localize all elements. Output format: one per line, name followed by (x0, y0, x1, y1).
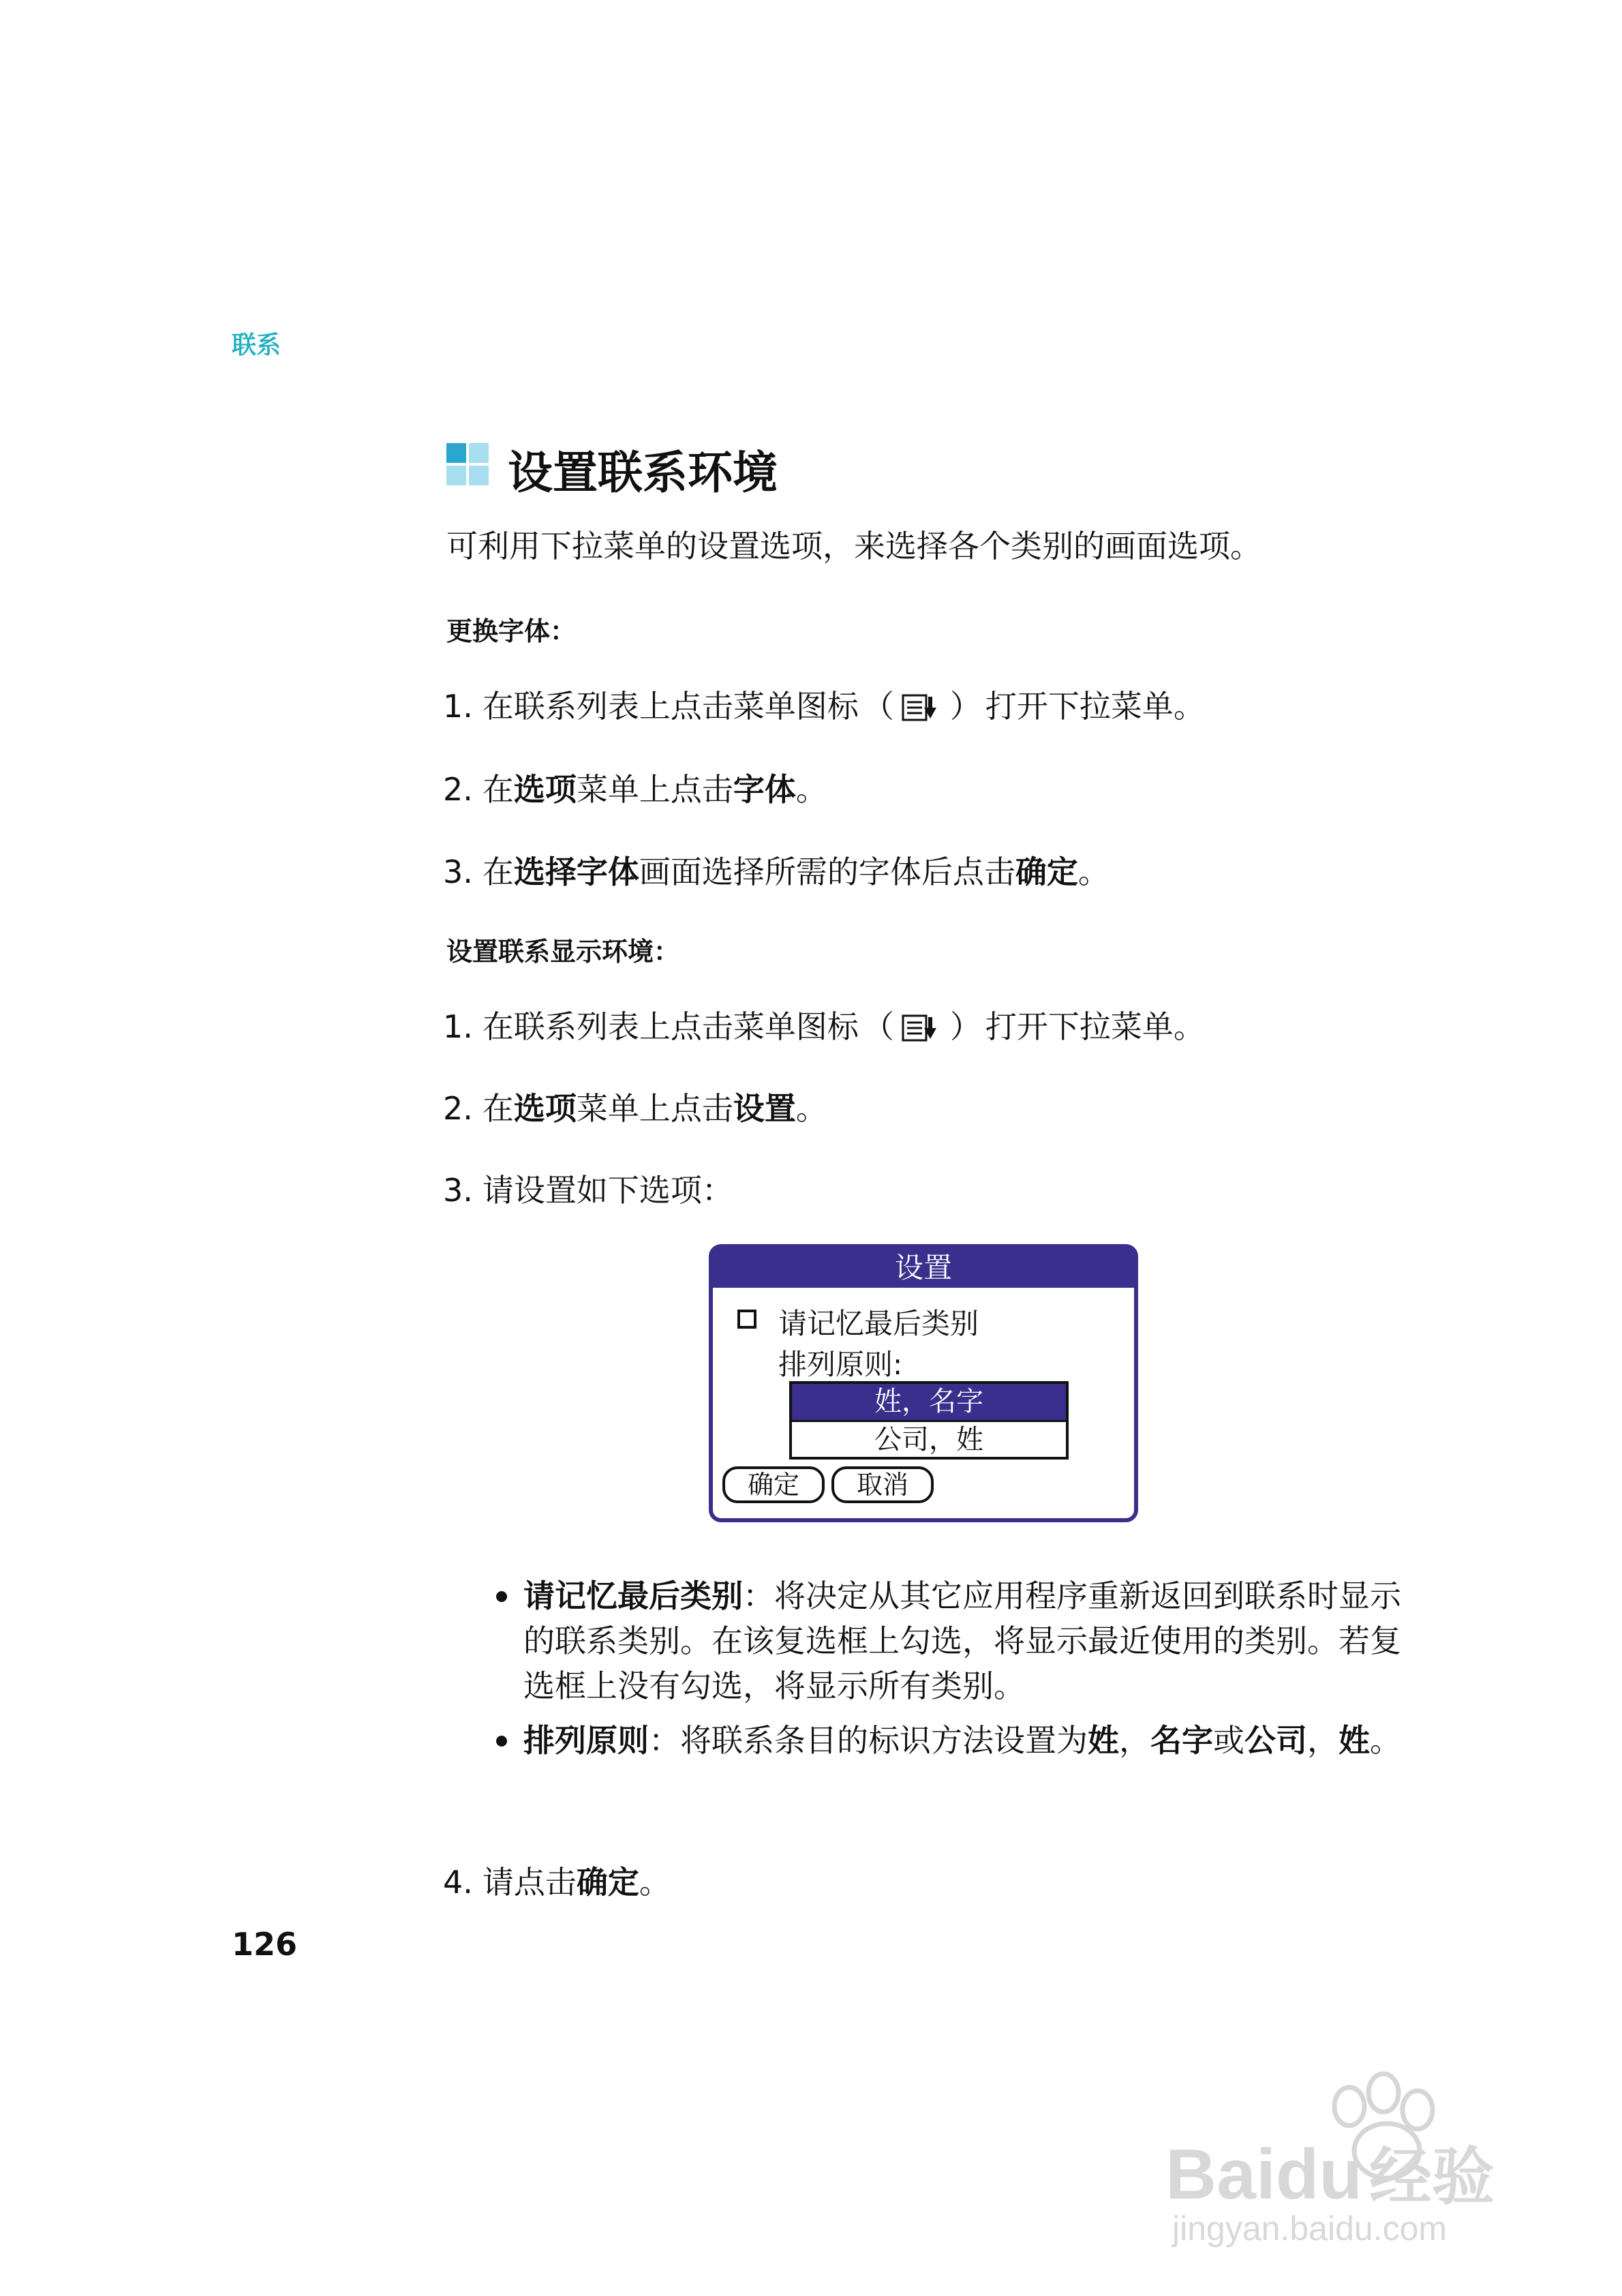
step-number: 4. (443, 1864, 473, 1901)
sort-label: 排列原则: (778, 1348, 903, 1381)
bullet-text: 或 (1213, 1722, 1244, 1759)
step-bold-term: 确定 (576, 1864, 639, 1901)
font-section-heading: 更换字体： (446, 616, 577, 646)
step-number: 2. (443, 1090, 473, 1127)
list-item (523, 1718, 1403, 1763)
intro-paragraph: 可利用下拉菜单的设置选项，来选择各个类别的画面选项。 (446, 528, 1261, 564)
step-text: 在联系列表上点击菜单图标 (482, 688, 859, 725)
step-text-post: 打开下拉菜单。 (985, 688, 1205, 725)
bullet-text: 将决定从其它应用程序重新返回到联系时显示的联系类别。在该复选框上勾选，将显示最近使用的类别。若复选框上没有勾选，将显示所有类别。 (523, 1577, 1401, 1704)
watermark-jingyan: 经验 (1368, 2143, 1495, 2212)
step-number: 1. (443, 688, 473, 725)
menu-icon (901, 1013, 943, 1043)
display-step-3 (443, 1166, 733, 1211)
step-text: 在 (482, 854, 514, 890)
step-text: 菜单上点击 (576, 1090, 733, 1127)
paren-close: ） (949, 688, 981, 725)
step-bold-term: 字体 (733, 771, 796, 808)
bullet-text: ， (1119, 1722, 1150, 1759)
font-step-2 (443, 765, 827, 810)
section-grid-icon (446, 443, 489, 485)
step-text: 请点击 (482, 1864, 577, 1901)
display-section-heading: 设置联系显示环境： (446, 937, 680, 967)
paren-open: （ (862, 1008, 894, 1045)
settings-dialog (709, 1244, 1138, 1522)
watermark-url: jingyan.baidu.com (1172, 2209, 1448, 2248)
step-text-post: 打开下拉菜单。 (985, 1008, 1205, 1045)
bullet-dot (496, 1736, 507, 1747)
font-step-1 (443, 682, 1205, 727)
bullet-dot (496, 1591, 507, 1602)
step-text: 在 (482, 771, 514, 808)
bullet-bold: 姓 (1338, 1722, 1370, 1759)
bullet-sep: ： (649, 1722, 680, 1759)
ok-button[interactable]: 确定 (722, 1466, 825, 1503)
page-title: 设置联系环境 (508, 447, 778, 499)
step-text: 画面选择所需的字体后点击 (639, 854, 1015, 890)
bullet-text: ， (1307, 1722, 1338, 1759)
remember-category-label: 请记忆最后类别 (778, 1307, 979, 1340)
step-text: 。 (795, 1090, 827, 1127)
step-bold-term: 选择字体 (513, 854, 639, 890)
step-text: 请设置如下选项： (482, 1172, 733, 1209)
baidu-watermark (1145, 2059, 1527, 2250)
step-number: 3. (443, 1172, 473, 1209)
step-text: 在 (482, 1090, 514, 1127)
display-step-1 (443, 1002, 1205, 1047)
cancel-button[interactable]: 取消 (831, 1466, 934, 1503)
paren-close: ） (949, 1008, 981, 1045)
dialog-title: 设置 (713, 1248, 1134, 1288)
page-number: 126 (232, 1926, 298, 1963)
sort-option[interactable]: 公司，姓 (792, 1420, 1066, 1458)
bullet-bold: 公司 (1244, 1722, 1307, 1759)
step-number: 1. (443, 1008, 473, 1045)
bullet-term: 排列原则 (523, 1722, 649, 1759)
step-bold-term: 确定 (1015, 854, 1078, 890)
bullet-bold: 名字 (1150, 1722, 1213, 1759)
step-bold-term: 选项 (513, 1090, 577, 1127)
bullet-sep: ： (743, 1577, 774, 1614)
step-bold-term: 选项 (513, 771, 577, 808)
sort-options-list[interactable] (789, 1381, 1069, 1460)
step-text: 菜单上点击 (576, 771, 733, 808)
watermark-du: du (1275, 2135, 1362, 2214)
step-text: 在联系列表上点击菜单图标 (482, 1008, 859, 1045)
step-number: 2. (443, 771, 473, 808)
bullet-text: 。 (1370, 1722, 1401, 1759)
menu-icon (901, 693, 943, 723)
step-text: 。 (795, 771, 827, 808)
remember-category-checkbox[interactable] (737, 1310, 756, 1329)
display-step-2 (443, 1084, 827, 1129)
bullet-text: 将联系条目的标识方法设置为 (680, 1722, 1088, 1759)
section-tag: 联系 (232, 331, 281, 359)
step-bold-term: 设置 (733, 1090, 796, 1127)
watermark-bai: Bai (1165, 2135, 1276, 2214)
bullet-term: 请记忆最后类别 (523, 1577, 743, 1614)
display-step-4 (443, 1858, 671, 1903)
step-text: 。 (1077, 854, 1110, 890)
list-item (523, 1573, 1403, 1708)
bullet-bold: 姓 (1088, 1722, 1119, 1759)
paren-open: （ (862, 688, 894, 725)
options-explanation-list (523, 1573, 1403, 1772)
sort-option-selected[interactable]: 姓，名字 (792, 1384, 1066, 1420)
step-number: 3. (443, 854, 473, 890)
step-text: 。 (639, 1864, 671, 1901)
font-step-3 (443, 847, 1110, 892)
